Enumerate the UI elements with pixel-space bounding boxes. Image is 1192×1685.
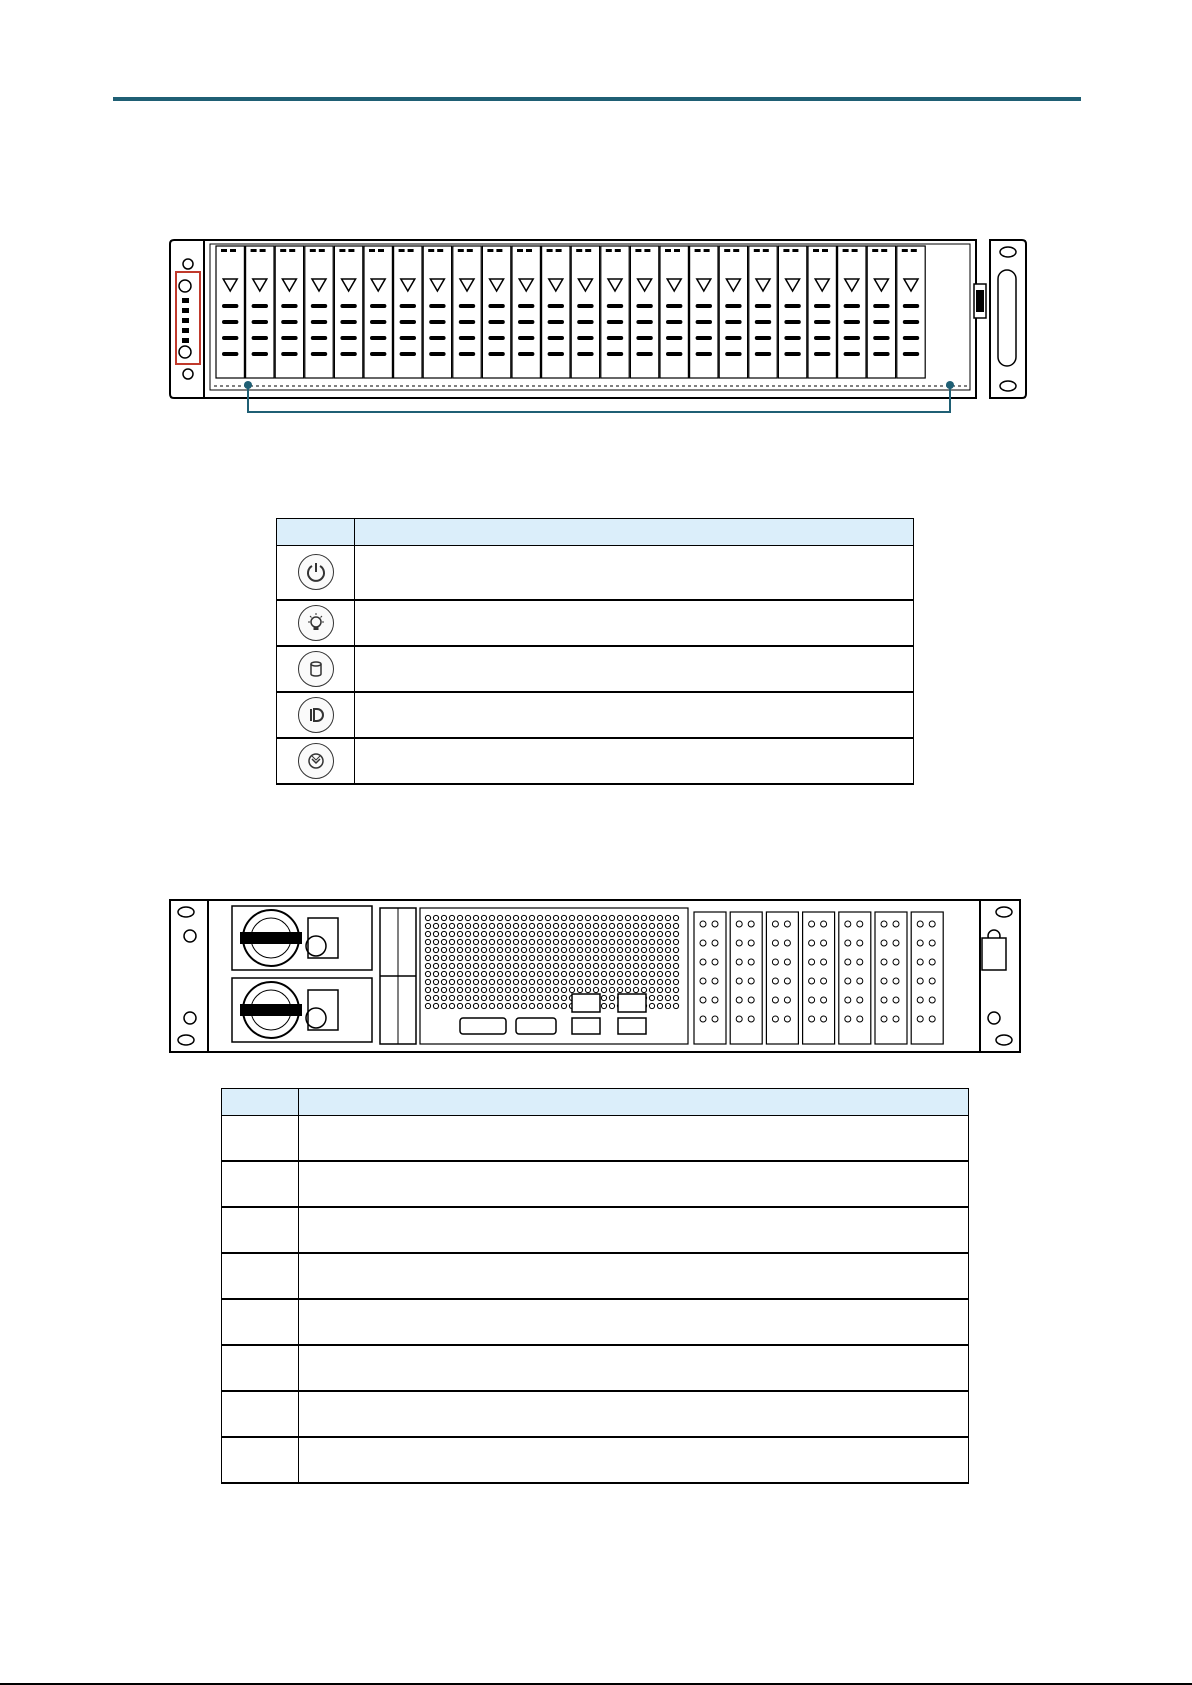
table-row xyxy=(277,738,914,784)
table-row xyxy=(222,1161,969,1207)
power-supply-2 xyxy=(232,978,372,1042)
pcie-slot xyxy=(730,912,762,1044)
pcie-slot xyxy=(911,912,943,1044)
serial-port-icon xyxy=(460,1018,506,1034)
drive-bay xyxy=(512,246,540,378)
table-header-row xyxy=(277,519,914,546)
table-row xyxy=(277,646,914,692)
drive-bay xyxy=(897,246,925,378)
front-panel-drawing xyxy=(168,236,1030,420)
table-row xyxy=(222,1116,969,1162)
table-row xyxy=(222,1207,969,1253)
pcie-slot xyxy=(766,912,798,1044)
power-supply-1 xyxy=(232,906,372,970)
sfp-port-icon xyxy=(618,1018,646,1034)
table-header-row xyxy=(222,1089,969,1116)
drive-icon xyxy=(298,651,334,687)
table-row xyxy=(222,1299,969,1345)
drive-bay xyxy=(482,246,510,378)
table-row xyxy=(222,1253,969,1299)
drive-bay xyxy=(749,246,777,378)
pcie-slot xyxy=(839,912,871,1044)
drive-bay xyxy=(423,246,451,378)
vga-port-icon xyxy=(516,1018,556,1034)
table-row xyxy=(277,600,914,646)
id-icon xyxy=(298,697,334,733)
drive-bay xyxy=(364,246,392,378)
table-row xyxy=(222,1391,969,1437)
drive-bay xyxy=(867,246,895,378)
drive-bay xyxy=(305,246,333,378)
front-panel-table xyxy=(276,518,914,785)
table-row xyxy=(277,692,914,738)
pcie-slot xyxy=(803,912,835,1044)
drive-bay xyxy=(660,246,688,378)
drive-bay xyxy=(334,246,362,378)
expansion-slots xyxy=(694,912,943,1044)
drive-bay xyxy=(275,246,303,378)
drive-bay xyxy=(719,246,747,378)
table-row xyxy=(222,1345,969,1391)
rear-panel-table xyxy=(221,1088,969,1484)
drive-bay xyxy=(838,246,866,378)
drive-bay xyxy=(808,246,836,378)
drive-bay xyxy=(394,246,422,378)
drive-bay xyxy=(778,246,806,378)
drive-bay xyxy=(246,246,274,378)
power-icon xyxy=(298,554,334,590)
table-row xyxy=(222,1437,969,1483)
rear-panel-drawing xyxy=(168,894,1024,1054)
table-row xyxy=(277,546,914,600)
drive-bay xyxy=(601,246,629,378)
drive-bay xyxy=(630,246,658,378)
pcie-slot xyxy=(875,912,907,1044)
drive-bay xyxy=(216,246,244,378)
bulb-icon xyxy=(298,605,334,641)
drive-bay xyxy=(453,246,481,378)
header-rule xyxy=(113,97,1081,101)
lan-port-icon xyxy=(572,994,600,1012)
drive-bays xyxy=(216,246,925,378)
usb-port-icon xyxy=(572,1018,600,1034)
drive-bay xyxy=(690,246,718,378)
drive-bay xyxy=(571,246,599,378)
status-icon xyxy=(298,743,334,779)
pcie-slot xyxy=(694,912,726,1044)
sfp-port-icon xyxy=(618,994,646,1012)
drive-bay xyxy=(542,246,570,378)
